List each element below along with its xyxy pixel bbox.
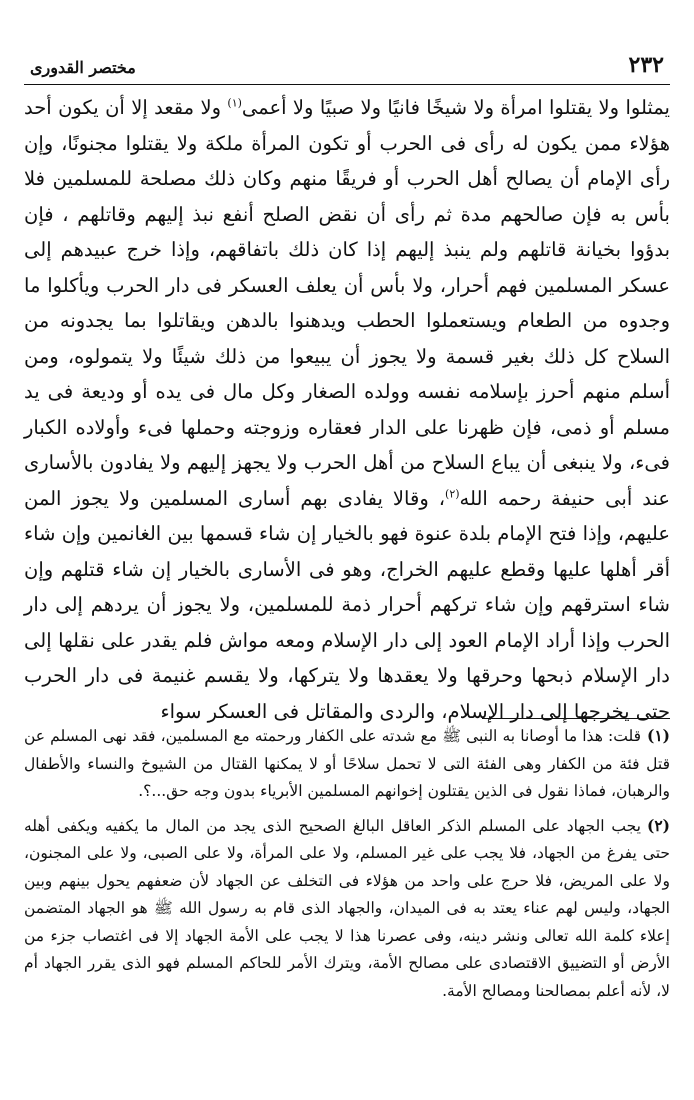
footnote-divider — [482, 718, 670, 719]
footnote-text: قلت: هذا ما أوصانا به النبى ﷺ مع شدته على الكفار ورحمته مع المسلمين، فقد نهى المسلم عن قتل فئة من الكفار وهى الفئة التى لا تحمل سلاحًا أو لا يمكنها القتال من الشيوخ والنساء والأطفال والرهبان، فماذا نقول فى الذين يقتلون إخوانهم المسلمين الأبرياء بدون وجه حق...؟. — [24, 727, 670, 800]
text-segment-3: ، وقالا يفادى بهم أسارى المسلمين ولا يجوز المن عليهم، وإذا فتح الإمام بلدة عنوة فهو بالخيار إن شاء قسمها بين الغانمين وإن شاء أقر أهلها عليها وقطع عليهم الخراج، وهو فى الأسارى بالخيار إن شاء قتلهم وإن شاء استرقهم وإن شاء تركهم أحرار ذمة للمسلمين، ولا يجوز أن يردهم إلى دار الحرب وإذا أراد الإمام العود إلى دار الإسلام ومعه مواش فلم يقدر على نقلها إلى دار الإسلام ذبحها وحرقها ولا يعقدها ولا يتركها، ولا يقسم غنيمة فى دار الحرب حتى يخرجها إلى دار الإسلام، والردى والمقاتل فى العسكر سواء — [24, 486, 670, 723]
page-number: ٢٣٢ — [628, 52, 664, 78]
footnote-marker: (٢) — [646, 815, 670, 835]
footnote-2 — [24, 812, 670, 1006]
footnote-text: يجب الجهاد على المسلم الذكر العاقل البالغ الصحيح الذى يجد من المال ما يكفيه ويكفى أهله حتى يفرغ من الجهاد، فلا يجب على غير المسلم، ولا على المرأة، ولا على الصبى، ولا على المجنون، ولا على المريض، فلا حرج على واحد من هؤلاء فى التخلف عن الجهاد لأن ضعفهم يحول بينهم وبين الجهاد، وليس لهم عناء يعتد به فى الميدان، والجهاد الذى قام به رسول الله ﷺ هو الجهاد المتضمن إعلاء كلمة الله تعالى ونشر دينه، وفى عصرنا هذا لا يجب على الأمة الجهاد إلا فى اغتصاب جزء من الأرض أو التضييق الاقتصادى على مصالح الأمة، ويترك الأمر للحاكم المسلم فهو الذى يقرر الجهاد أم لا، لأنه أعلم بمصالحنا ومصالح الأمة. — [24, 816, 670, 1000]
main-paragraph — [24, 90, 670, 729]
book-title: مختصر القدورى — [30, 58, 136, 77]
footnotes — [24, 722, 670, 1072]
footnote-1 — [24, 722, 670, 806]
page-header — [24, 50, 670, 85]
footnote-marker: (١) — [646, 726, 670, 745]
footnote-ref-2[interactable]: (٢) — [445, 487, 460, 500]
text-segment-1: يمثلوا ولا يقتلوا امرأة ولا شيخًا فانيًا ولا صبيًا ولا أعمى — [241, 96, 670, 119]
text-segment-2: ولا مقعد إلا أن يكون أحد هؤلاء ممن يكون له رأى فى الحرب أو تكون المرأة ملكة ولا يقتلوا مجنونًا، وإن رأى الإمام أن يصالح أهل الحرب أو فريقًا منهم وكان ذلك مصلحة للمسلمين فلا بأس به فإن صالحهم مدة ثم رأى أن نقض الصلح أنفع نبذ إليهم وقاتلهم ، فإن بدؤوا بخيانة قاتلهم ولم ينبذ إليهم إذا كان ذلك باتفاقهم، وإذا خرج عبيدهم إلى عسكر المسلمين فهم أحرار، ولا بأس أن يعلف العسكر فى دار الحرب ويأكلوا ما وجدوه من الطعام ويستعملوا الحطب ويدهنوا بالدهن ويقاتلوا بما يجدونه من السلاح كل ذلك بغير قسمة ولا يجوز أن يبيعوا من ذلك شيئًا ولا يتمولوه، ومن أسلم منهم أحرز بإسلامه نفسه وولده الصغار وكل مال فى يده أو وديعة فى يد مسلم أو ذمى، فإن ظهرنا على الدار فعقاره وزوجته وحملها فىء وأولاده الكبار فىء، ولا ينبغى أن يباع السلاح من أهل الحرب ولا يجهز إليهم ولا يفادون بالأسارى عند أبى حنيفة رحمه الله — [24, 96, 670, 510]
main-text — [24, 90, 670, 723]
footnote-ref-1[interactable]: (١) — [227, 96, 242, 110]
